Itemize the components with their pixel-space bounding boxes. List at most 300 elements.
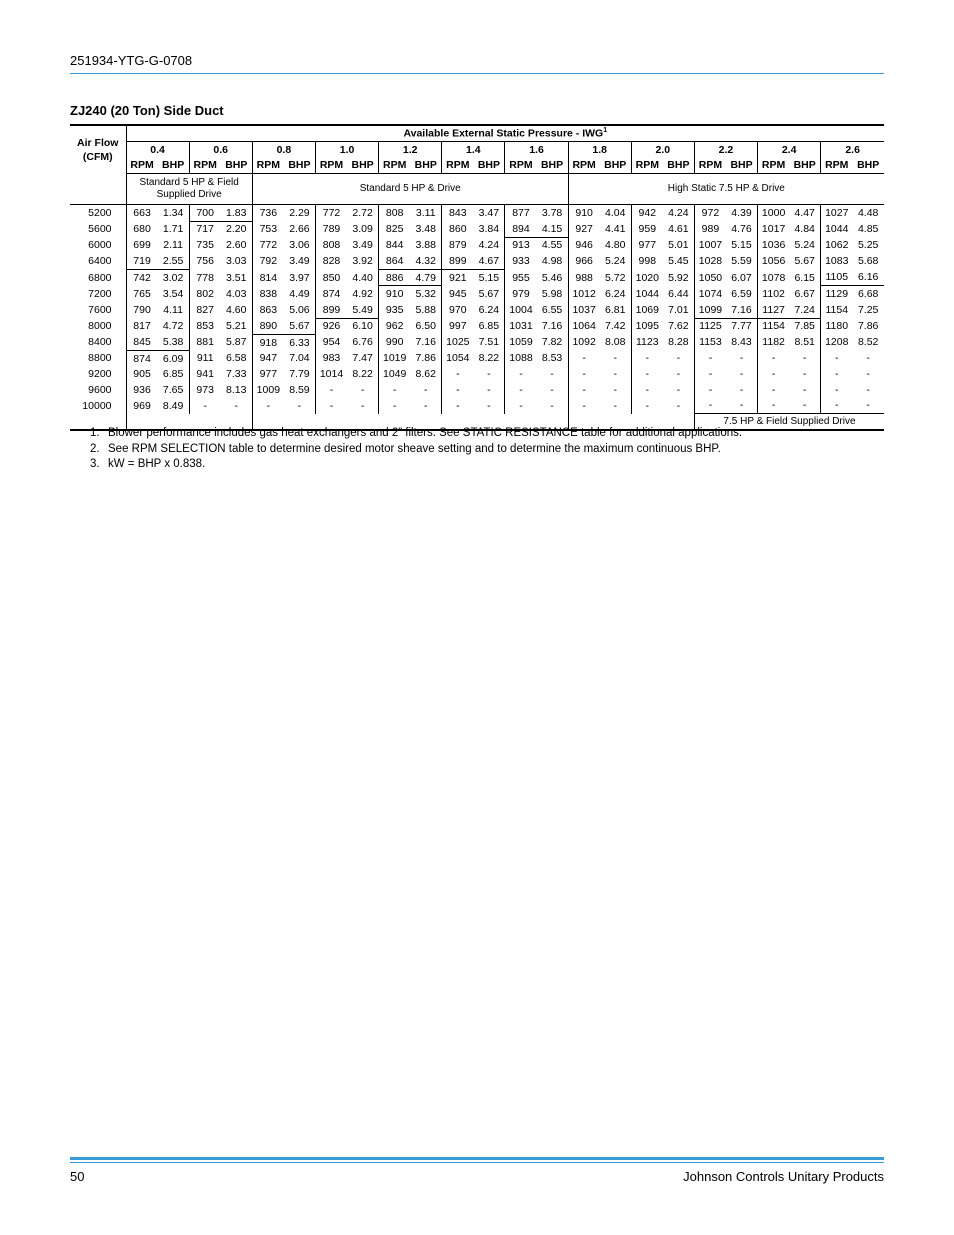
bhp-cell: 1.83 (226, 206, 247, 219)
rpm-cell: 983 (315, 350, 347, 366)
rpm-cell: 946 (568, 237, 600, 253)
bhp-cell: 3.06 (289, 239, 310, 252)
rpm-cell: 926 (315, 318, 347, 334)
bhp-cell: 7.04 (289, 352, 310, 365)
bhp-cell: 4.04 (604, 207, 626, 220)
bhp-header: BHP (663, 157, 695, 174)
bhp-cell: 6.55 (541, 304, 563, 317)
bhp-cell: 3.09 (352, 223, 373, 236)
rpm-cell: 753 (252, 221, 284, 237)
rpm-cell: - (505, 382, 537, 398)
bhp-cell: 4.84 (794, 223, 815, 236)
rpm-header: RPM (505, 157, 537, 174)
rpm-cell: 1044 (821, 221, 853, 237)
esp-header-label: Available External Static Pressure - IWG (403, 127, 604, 140)
bhp-cell: 3.92 (352, 255, 373, 268)
rpm-cell: - (379, 398, 411, 414)
rpm-cell: 874 (315, 286, 347, 302)
rpm-cell: 772 (315, 205, 347, 222)
bhp-cell: 7.33 (226, 368, 247, 381)
rpm-header: RPM (442, 157, 474, 174)
bhp-cell: 2.60 (226, 239, 247, 252)
bhp-cell: 3.48 (415, 223, 436, 236)
bhp-cell: 6.24 (478, 304, 500, 317)
drive-label-row (70, 174, 884, 205)
bhp-cell: 4.03 (226, 288, 247, 301)
bhp-cell: 6.59 (731, 288, 752, 301)
bhp-cell: 3.51 (226, 271, 247, 284)
bhp-cell: 7.24 (789, 302, 821, 318)
bhp-cell: - (360, 383, 365, 396)
bhp-cell: 6.81 (604, 304, 626, 317)
airflow-cell: 10000 (82, 399, 112, 412)
bhp-cell: 6.24 (604, 288, 626, 301)
bhp-cell: 7.79 (289, 368, 310, 381)
pressure-header: 0.8 (252, 142, 315, 158)
rpm-cell: 1095 (631, 318, 663, 334)
bhp-cell: 8.59 (289, 383, 310, 396)
rpm-cell: 927 (568, 221, 600, 237)
airflow-header-label: Air Flow (77, 136, 119, 149)
bhp-cell: 2.72 (352, 207, 373, 220)
bhp-header: BHP (473, 157, 505, 174)
bhp-cell: 3.54 (162, 288, 184, 301)
rpm-cell: - (442, 382, 474, 398)
rpm-cell: 990 (379, 334, 411, 350)
rpm-cell: 1020 (631, 269, 663, 286)
rpm-cell: 1064 (568, 318, 600, 334)
rpm-cell: - (505, 398, 537, 414)
bhp-cell: 5.67 (478, 288, 500, 301)
bhp-cell: 6.68 (857, 288, 879, 301)
drive-label-std5: Standard 5 HP & Drive (252, 174, 568, 205)
bhp-cell: 7.85 (794, 320, 815, 333)
rpm-cell: - (568, 366, 600, 382)
rpm-cell: 808 (379, 205, 411, 222)
rpm-cell: 719 (126, 253, 158, 269)
bhp-cell: 4.40 (352, 271, 373, 284)
rpm-cell: 954 (315, 334, 347, 350)
blower-performance-table (70, 124, 884, 431)
bhp-cell: 6.67 (794, 288, 815, 301)
bhp-cell: 4.79 (410, 269, 442, 286)
bhp-cell: 8.51 (794, 336, 815, 349)
rpm-cell: 778 (189, 269, 221, 286)
rpm-cell: 921 (442, 269, 474, 286)
table-row (70, 253, 884, 269)
bhp-cell: - (297, 399, 302, 412)
rpm-cell: 1056 (758, 253, 790, 269)
bhp-cell: 5.38 (158, 334, 190, 350)
rpm-cell: - (694, 350, 726, 366)
rpm-cell: 1062 (821, 237, 853, 253)
bhp-cell: 4.15 (537, 221, 569, 237)
table-row (70, 366, 884, 382)
bhp-cell: 6.15 (794, 271, 815, 284)
bhp-cell: 6.33 (289, 336, 310, 349)
rpm-cell: 1014 (315, 366, 347, 382)
bhp-cell: - (739, 399, 744, 412)
bhp-cell: 5.24 (604, 255, 626, 268)
bhp-cell: 3.03 (226, 255, 247, 268)
rpm-cell: 918 (252, 334, 284, 350)
bhp-cell: 8.22 (478, 352, 500, 365)
rpm-cell: 1009 (252, 382, 284, 398)
rpm-cell: 1000 (758, 205, 790, 222)
bhp-cell: 8.62 (415, 368, 436, 381)
bhp-cell: - (866, 352, 870, 365)
bhp-cell: 7.16 (415, 336, 436, 349)
bhp-cell: 2.29 (289, 207, 310, 220)
rpm-cell: 913 (505, 237, 537, 253)
rpm-cell: 736 (252, 205, 284, 222)
rpm-cell: - (252, 398, 284, 414)
bhp-cell: - (676, 352, 681, 365)
bhp-cell: 5.67 (284, 318, 316, 334)
table-row (70, 350, 884, 366)
bhp-cell: 4.49 (289, 288, 310, 301)
table-row (70, 318, 884, 334)
bhp-cell: 4.24 (478, 239, 500, 252)
bhp-cell: - (802, 368, 807, 381)
bhp-cell: 8.22 (352, 368, 373, 381)
note-number: 1. (90, 427, 100, 439)
rpm-cell: 853 (189, 318, 221, 334)
bhp-cell: 8.08 (604, 336, 626, 349)
pressure-header: 1.6 (505, 142, 568, 158)
bhp-cell: - (866, 368, 870, 381)
bhp-cell: 8.13 (226, 383, 247, 396)
rpm-cell: 955 (505, 269, 537, 286)
bhp-header: BHP (158, 157, 190, 174)
rpm-cell: 886 (379, 269, 411, 286)
bhp-cell: 1.71 (162, 223, 184, 236)
bhp-cell: 7.51 (478, 336, 500, 349)
rpm-cell: 663 (126, 205, 158, 222)
bhp-cell: 6.85 (478, 320, 500, 333)
bhp-cell: 5.59 (731, 255, 752, 268)
pressure-header: 1.0 (315, 142, 378, 158)
rpm-cell: - (758, 398, 790, 414)
rpm-cell: 1028 (694, 253, 726, 269)
bhp-cell: 6.85 (162, 368, 184, 381)
rpm-cell: 735 (189, 237, 221, 253)
header-rule (70, 73, 884, 74)
rpm-cell: 879 (442, 237, 474, 253)
drive-label-hs75-field: 7.5 HP & Field Supplied Drive (694, 414, 884, 431)
bhp-header: BHP (284, 157, 316, 174)
rpm-cell: 700 (189, 205, 221, 222)
rpm-cell: 699 (126, 237, 158, 253)
bhp-cell: - (550, 368, 554, 381)
rpm-cell: 717 (189, 221, 221, 237)
bhp-header: BHP (537, 157, 569, 174)
rpm-cell: 1092 (568, 334, 600, 350)
bhp-cell: 4.32 (415, 255, 436, 268)
rpm-cell: 1017 (758, 221, 790, 237)
rpm-cell: 1078 (758, 269, 790, 286)
rpm-cell: - (505, 366, 537, 382)
rpm-cell: 789 (315, 221, 347, 237)
rpm-cell: - (821, 350, 853, 366)
rpm-cell: 962 (379, 318, 411, 334)
bhp-cell: 2.66 (289, 223, 310, 236)
rpm-cell: - (568, 350, 600, 366)
rpm-cell: 966 (568, 253, 600, 269)
bhp-cell: - (487, 399, 491, 412)
rpm-cell: 1154 (758, 318, 790, 334)
bhp-cell: 2.11 (163, 239, 183, 252)
table-row (70, 398, 884, 414)
note-3 (90, 457, 742, 473)
bhp-cell: 5.15 (731, 239, 752, 252)
bhp-cell: 7.42 (604, 320, 626, 333)
bhp-cell: 4.98 (541, 255, 563, 268)
bhp-header: BHP (852, 157, 884, 174)
bhp-cell: 4.55 (541, 239, 563, 252)
footer-rule (70, 1157, 884, 1160)
bhp-cell: 4.85 (857, 223, 879, 236)
rpm-cell: 1123 (631, 334, 663, 350)
rpm-cell: 864 (379, 253, 411, 269)
bhp-cell: - (550, 399, 554, 412)
rpm-cell: 1125 (694, 318, 726, 334)
bhp-cell: 4.67 (473, 253, 505, 269)
pressure-header: 2.2 (694, 142, 757, 158)
rpm-cell: 988 (568, 269, 600, 286)
notes (90, 426, 742, 473)
bhp-cell: 4.92 (352, 288, 373, 301)
bhp-cell: 3.11 (415, 207, 436, 220)
rpm-cell: - (379, 382, 411, 398)
rpm-header: RPM (821, 157, 853, 174)
rpm-cell: - (758, 382, 790, 398)
rpm-cell: 742 (126, 269, 158, 286)
bhp-cell: 7.77 (726, 318, 758, 334)
rpm-cell: 877 (505, 205, 537, 222)
rpm-cell: 1074 (694, 286, 726, 302)
rpm-cell: 860 (442, 221, 474, 237)
rpm-cell: - (189, 398, 221, 414)
bhp-header: BHP (410, 157, 442, 174)
rpm-cell: 969 (126, 398, 158, 414)
bhp-cell: 6.44 (668, 288, 689, 301)
rpm-cell: - (694, 366, 726, 382)
bhp-cell: 5.49 (347, 302, 379, 318)
rpm-cell: 790 (126, 302, 158, 318)
bhp-cell: 7.86 (415, 352, 436, 365)
bhp-cell: 3.49 (352, 239, 373, 252)
bhp-cell: 4.72 (162, 320, 184, 333)
airflow-cell: 8800 (88, 352, 112, 365)
drive-label-std5-field: Standard 5 HP & Field Supplied Drive (126, 174, 252, 205)
bhp-cell: 5.68 (857, 255, 879, 268)
bhp-cell: - (676, 399, 681, 412)
rpm-cell: 997 (442, 318, 474, 334)
rpm-cell: 910 (568, 205, 600, 222)
rpm-header: RPM (379, 157, 411, 174)
note-1 (90, 426, 742, 442)
bhp-cell: 8.49 (162, 399, 184, 412)
bhp-cell: 4.47 (794, 207, 815, 220)
bhp-cell: 5.25 (857, 239, 879, 252)
rpm-cell: 1037 (568, 302, 600, 318)
bhp-cell: - (802, 399, 807, 412)
rpm-cell: 970 (442, 302, 474, 318)
airflow-cell: 9600 (88, 383, 112, 396)
airflow-cell: 8000 (88, 320, 112, 333)
rpm-cell: 945 (442, 286, 474, 302)
bhp-cell: 6.07 (731, 271, 752, 284)
bhp-cell: 3.47 (478, 207, 500, 220)
note-text: See RPM SELECTION table to determine desired motor sheave setting and to determine the maximum continuous BHP. (108, 442, 721, 455)
bhp-cell: - (423, 399, 428, 412)
rpm-cell: - (315, 382, 347, 398)
bhp-cell: 5.06 (289, 304, 310, 317)
bhp-cell: - (676, 383, 681, 396)
rpm-cell: 843 (442, 205, 474, 222)
rpm-cell: 1069 (631, 302, 663, 318)
rpm-cell: 1182 (758, 334, 790, 350)
rpm-cell: - (568, 382, 600, 398)
rpm-cell: 1031 (505, 318, 537, 334)
rpm-cell: 1153 (694, 334, 726, 350)
rpm-cell: 765 (126, 286, 158, 302)
bhp-cell: 7.47 (352, 352, 373, 365)
bhp-cell: 7.01 (668, 304, 689, 317)
airflow-header (70, 125, 126, 174)
airflow-cell: 5600 (88, 223, 112, 236)
bhp-cell: 8.53 (541, 352, 563, 365)
rpm-cell: - (442, 366, 474, 382)
bhp-cell: 4.61 (668, 223, 689, 236)
bhp-cell: 5.24 (794, 239, 815, 252)
bhp-cell: 8.28 (668, 336, 689, 349)
section-title: ZJ240 (20 Ton) Side Duct (70, 103, 224, 118)
rpm-cell: 973 (189, 382, 221, 398)
unit-header-row (70, 157, 884, 174)
bhp-cell: 8.52 (857, 336, 879, 349)
rpm-cell: 1083 (821, 253, 853, 269)
rpm-cell: 979 (505, 286, 537, 302)
rpm-header: RPM (631, 157, 663, 174)
bhp-cell: - (739, 383, 744, 396)
rpm-header: RPM (126, 157, 158, 174)
airflow-cell: 8400 (88, 336, 112, 349)
rpm-header: RPM (315, 157, 347, 174)
rpm-cell: 1036 (758, 237, 790, 253)
bhp-cell: 3.49 (289, 255, 310, 268)
note-text: Blower performance includes gas heat exchangers and 2” filters. See STATIC RESISTANCE table for additional applications. (108, 427, 743, 439)
bhp-cell: - (550, 383, 554, 396)
airflow-cell: 6000 (88, 239, 112, 252)
airflow-cell: 9200 (88, 368, 112, 381)
rpm-cell: - (442, 398, 474, 414)
rpm-cell: 1105 (821, 269, 853, 286)
rpm-cell: 941 (189, 366, 221, 382)
bhp-cell: 6.09 (162, 352, 184, 365)
rpm-cell: 680 (126, 221, 158, 237)
bhp-cell: - (866, 383, 870, 396)
table-row (70, 286, 884, 302)
rpm-cell: 1102 (758, 286, 790, 302)
table-row (70, 302, 884, 318)
rpm-cell: 828 (315, 253, 347, 269)
table-row (70, 382, 884, 398)
bhp-cell: 4.41 (604, 223, 626, 236)
bhp-cell: - (866, 399, 870, 412)
rpm-cell: - (631, 350, 663, 366)
pressure-header: 2.6 (821, 142, 884, 158)
bhp-header: BHP (789, 157, 821, 174)
bhp-cell: - (676, 368, 681, 381)
rpm-cell: 890 (252, 318, 284, 334)
pressure-header: 0.4 (126, 142, 189, 158)
rpm-cell: 874 (126, 350, 158, 366)
rpm-cell: 972 (694, 205, 726, 222)
rpm-cell: 977 (252, 366, 284, 382)
bhp-cell: 3.78 (541, 207, 563, 220)
bhp-cell: 7.25 (857, 304, 879, 317)
bhp-cell: 4.11 (163, 304, 183, 317)
rpm-cell: 942 (631, 205, 663, 222)
rpm-cell: - (631, 398, 663, 414)
bhp-cell: 1.34 (162, 207, 184, 220)
rpm-cell: 1208 (821, 334, 853, 350)
bhp-header: BHP (347, 157, 379, 174)
rpm-cell: - (694, 398, 726, 414)
bhp-cell: 4.60 (226, 304, 247, 317)
pressure-header-row (70, 142, 884, 158)
bhp-cell: - (739, 352, 744, 365)
airflow-header-unit: (CFM) (82, 150, 113, 163)
rpm-cell: - (758, 350, 790, 366)
rpm-cell: 1049 (379, 366, 411, 382)
rpm-cell: - (631, 382, 663, 398)
note-number: 3. (90, 458, 100, 470)
rpm-cell: 1027 (821, 205, 853, 222)
rpm-cell: 863 (252, 302, 284, 318)
bhp-cell: - (613, 399, 617, 412)
bhp-cell: 3.97 (289, 271, 310, 284)
rpm-cell: - (315, 398, 347, 414)
bhp-cell: 5.72 (604, 271, 626, 284)
bhp-cell: 5.87 (226, 336, 247, 349)
rpm-cell: 838 (252, 286, 284, 302)
bhp-cell: - (487, 383, 491, 396)
note-number: 2. (90, 442, 100, 455)
bhp-header: BHP (726, 157, 758, 174)
airflow-cell: 7600 (88, 304, 112, 317)
airflow-cell: 7200 (88, 288, 112, 301)
rpm-cell: 756 (189, 253, 221, 269)
rpm-cell: 1127 (758, 302, 790, 318)
rpm-cell: 1044 (631, 286, 663, 302)
rpm-cell: 1025 (442, 334, 474, 350)
bhp-cell: 4.24 (668, 207, 689, 220)
rpm-cell: 910 (379, 286, 411, 302)
table-row (70, 237, 884, 253)
bhp-cell: 5.45 (668, 255, 689, 268)
rpm-cell: 1129 (821, 286, 853, 302)
rpm-cell: 911 (189, 350, 221, 366)
rpm-cell: 933 (505, 253, 537, 269)
bhp-cell: 2.20 (221, 221, 253, 237)
rpm-cell: 905 (126, 366, 158, 382)
rpm-cell: 1099 (694, 302, 726, 318)
pressure-header: 0.6 (189, 142, 252, 158)
rpm-cell: 1007 (694, 237, 726, 253)
